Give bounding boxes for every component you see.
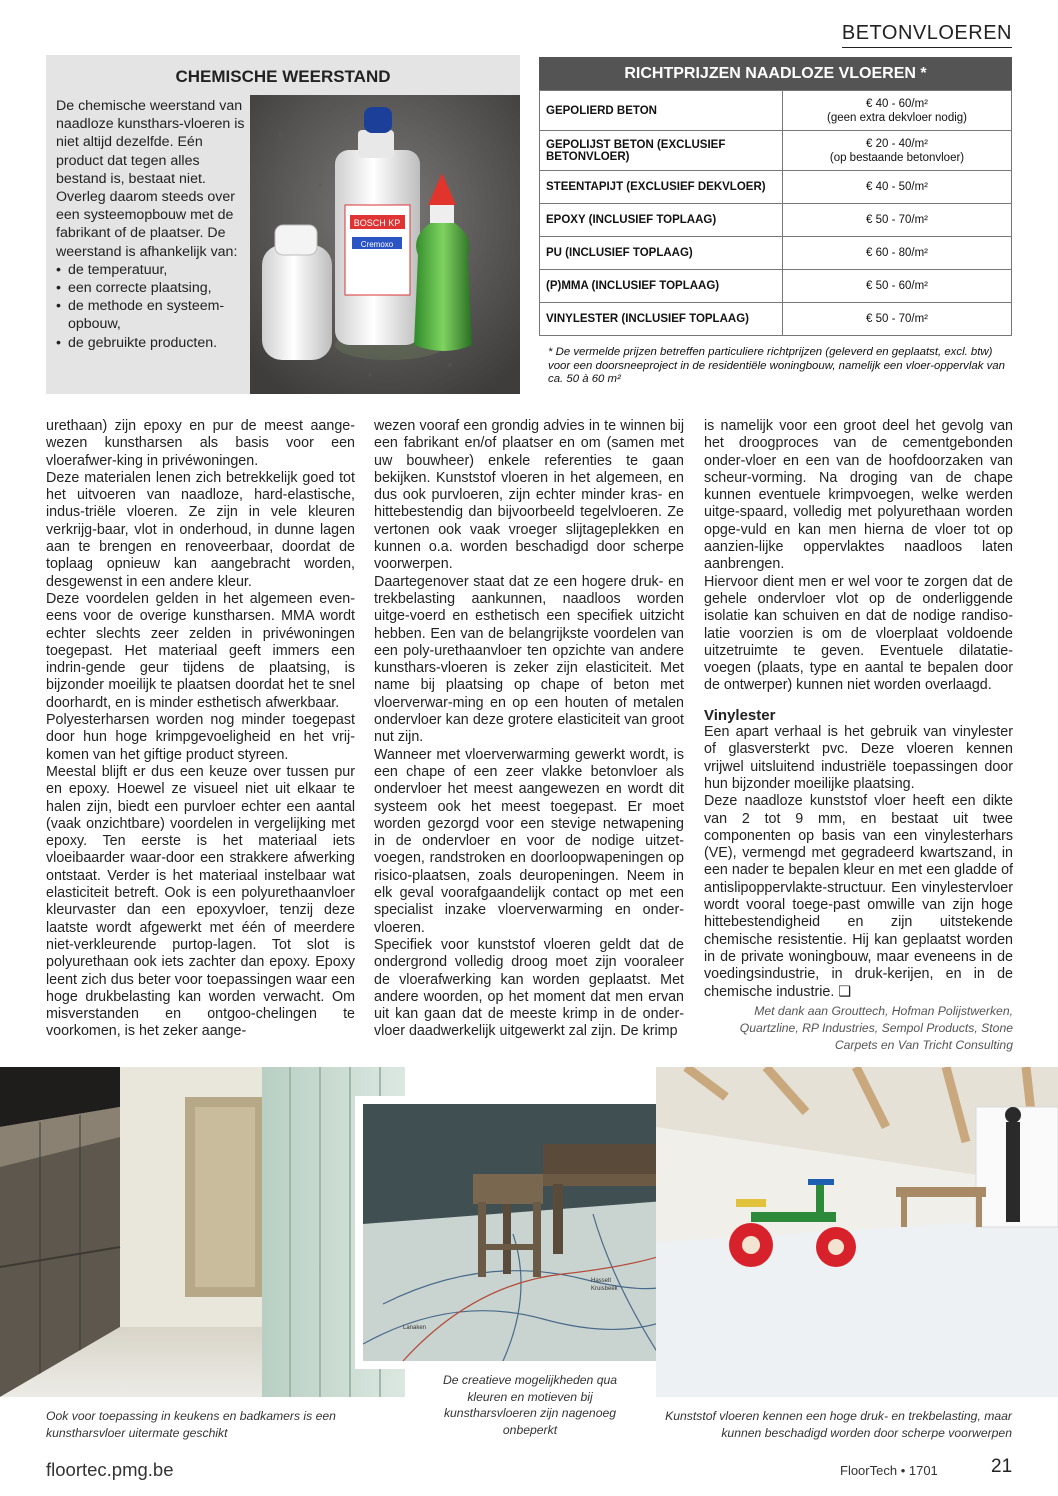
paragraph: Meestal blijft er dus een keuze over tussen pur en epoxy. Hoewel ze visueel niet uit elkaar te halen zijn, biedt een purvloer echter een aantal (vaak onzichtbare) voordelen in vergelijking met epoxy. Ten eerste is het materiaal iets vloeibaarder waar-door een strakkere afwerking ontstaat. Verder is het materiaal instelbaar wat elasticiteit betreft. Ook is een polyurethaanvloer kleurvaster dan een epoxyvloer, tenzij deze laatste wordt afgewerkt met één of meerdere niet-verkleurende purtop-lagen. Tot slot is polyurethaan ook iets zachter dan epoxy. Epoxy leent zich dus beter voor toepassingen waar een hoge drukbelasting kan worden verwacht. Om misverstanden en ontgoo-chelingen te voorkomen, is het zeker aange- <box>46 763 355 1040</box>
chemical-resistance-text <box>56 97 246 352</box>
map-label: Kruisbeek <box>591 1286 618 1292</box>
paragraph: Wanneer met vloerverwarming gewerkt wordt, is een chape of een zeer vlakke betonvloer als ondervloer het meest aangewezen en wordt dit systeem ook het meest toegepast. Er moet worden gezorgd voor een stevige netwapening in de ondervloer en voor de nodige uitzet-voegen, randstroken en doorloopwapeningen op risico-plaatsen, zoals deuropeningen. Neem in elk geval voorafgaandelijk contact op met een specialist inzake vloerverwarming en onder-vloeren. <box>374 746 684 936</box>
price-label: PU (INCLUSIEF TOPLAAG) <box>540 237 783 270</box>
map-floor-image <box>363 1104 691 1361</box>
price-amount: € 20 - 40/m² <box>866 137 928 150</box>
subheading-vinylester: Vinylester <box>704 706 776 724</box>
table-row <box>540 270 1012 303</box>
living-room-illustration <box>656 1067 1058 1397</box>
acknowledgements: Met dank aan Grouttech, Hofman Polijstwerken, Quartzline, RP Industries, Sempol Products, Stone Carpets en Van Tricht Consulting <box>739 1003 1013 1052</box>
price-remark: (geen extra dekvloer nodig) <box>827 111 967 124</box>
map-floor-illustration <box>363 1104 691 1361</box>
price-value <box>783 131 1012 171</box>
bottles-photo <box>250 95 520 394</box>
kitchen-photo <box>0 1067 405 1397</box>
price-amount: € 40 - 60/m² <box>866 97 928 110</box>
article-column-3 <box>704 418 1013 1054</box>
map-label: Hasselt <box>591 1278 612 1284</box>
price-label: GEPOLIJST BETON (EXCLUSIEF BETONVLOER) <box>540 131 783 171</box>
table-row <box>540 303 1012 336</box>
paragraph: Polyesterharsen worden nog minder toegepast door hun hoge krimpgevoeligheid en het vrij-komen van het giftige product styreen. <box>46 712 355 763</box>
article-column-1 <box>46 418 355 1041</box>
price-value: € 50 - 70/m² <box>783 303 1012 336</box>
bottle-brand-text: Cremoxo <box>360 240 394 249</box>
paragraph: is namelijk voor een groot deel het gevolg van het droogproces van de cementgebonden onder-vloer en een van de hoofdoorzaken van scheur-vorming. Na droging van de chape kunnen eventuele krimpvoegen, welke werden uitge-spaard, volledig met polyurethaan worden opge-vuld en kan men hierna de vloer tot op aanzien-lijke oppervlaktes naadloos laten aanbrengen. <box>704 418 1013 573</box>
paragraph: urethaan) zijn epoxy en pur de meest aange-wezen kunstharsen als basis voor een vloerafwer-king in privéwoningen. <box>46 418 355 469</box>
price-value: € 50 - 70/m² <box>783 204 1012 237</box>
chemical-resistance-box <box>46 55 520 394</box>
paragraph: Deze materialen lenen zich betrekkelijk goed tot het uitvoeren van naadloze, hard-elastische, indus-triële vloeren. Ze zijn in vele kleuren verkrijg-baar, vlot in onderhoud, in dunne lagen aan te brengen en renoveerbaar, doordat de toplaag opnieuw kan aangebracht worden, desgewenst in een andere kleur. <box>46 469 355 590</box>
price-value: € 50 - 60/m² <box>783 270 1012 303</box>
table-row <box>540 204 1012 237</box>
bottle-label-text: BOSCH KP <box>353 218 401 228</box>
table-row <box>540 131 1012 171</box>
article-column-2 <box>374 418 684 1041</box>
paragraph: Daartegenover staat dat ze een hogere druk- en trekbelasting aankunnen, naadloos worden uitge-voerd en esthetisch een specifiek uitzicht hebben. Een van de belangrijkste voordelen van een poly-urethaanvloer ten opzichte van andere kunsthars-vloeren is zeker zijn elasticiteit. Met name bij plaatsing op chape of beton met vloerverwar-ming en op een houten of metalen ondervloer kan deze grotere elasticiteit van groot nut zijn. <box>374 573 684 746</box>
table-row <box>540 171 1012 204</box>
price-label: (P)MMA (INCLUSIEF TOPLAAG) <box>540 270 783 303</box>
section-label: BETONVLOEREN <box>842 22 1012 48</box>
page-number: 21 <box>991 1456 1013 1477</box>
chemical-resistance-title: CHEMISCHE WEERSTAND <box>175 67 391 86</box>
chemical-resistance-list <box>56 261 246 352</box>
chemical-resistance-intro: De chemische weerstand van naadloze kunsthars-vloeren is niet altijd dezelfde. Eén product dat tegen alles bestand is, bestaat niet. Overleg daarom steeds over een systeemopbouw met de fabrikant of de plaatser. De weerstand is afhankelijk van: <box>56 98 245 260</box>
footer-magazine-issue: FloorTech • 1701 <box>840 1463 938 1478</box>
price-table-title: RICHTPRIJZEN NAADLOZE VLOEREN * <box>539 57 1012 90</box>
table-row <box>540 91 1012 131</box>
paragraph: Deze naadloze kunststof vloer heeft een dikte van 2 tot 9 mm, en bestaat uit twee componenten op basis van een vinylesterhars (VE), vermengd met gegradeerd kwartszand, in een nader te bepalen kleur en met een gladde of antislipoppervlakte-structuur. Een vinylestervloer wordt vooral toege-past omwille van zijn hoge hittebestendigheid en zijn uitstekende chemische resistentie. Hij kan geplaatst worden in de private woningbouw, maar eveneens in de voedingsindustrie, in druk-kerijen, en in de chemische industrie. ❑ <box>704 793 1013 1000</box>
caption-kitchen: Ook voor toepassing in keukens en badkamers is een kunstharsvloer uitermate geschikt <box>46 1409 336 1440</box>
price-label: GEPOLIERD BETON <box>540 91 783 131</box>
living-room-photo <box>656 1067 1058 1397</box>
price-label: VINYLESTER (INCLUSIEF TOPLAAG) <box>540 303 783 336</box>
price-value: € 60 - 80/m² <box>783 237 1012 270</box>
kitchen-illustration <box>0 1067 405 1397</box>
list-item: • de gebruikte producten. <box>56 334 246 352</box>
paragraph: Een apart verhaal is het gebruik van vinylester of glasversterkt pvc. Deze vloeren kennen vrijwel uitsluitend industriële toepassingen door hun bijzonder moeilijke plaatsing. <box>704 724 1013 792</box>
paragraph: wezen vooraf een grondig advies in te winnen bij een fabrikant en/of plaatser en om (samen met uw bouwheer) enkele referenties te gaan bekijken. Kunststof vloeren in het algemeen, en dus ook purvloeren, zijn echter minder kras- en hittebestendig dan bijvoorbeeld tegelvloeren. Ze vertonen ook vaak vroeger slijtageplekken en kunnen o.a. worden beschadigd door scherpe voorwerpen. <box>374 418 684 573</box>
caption-living-room: Kunststof vloeren kennen een hoge druk- en trekbelasting, maar kunnen beschadigd worden door scherpe voorwerpen <box>665 1409 1012 1440</box>
bottles-illustration <box>250 95 520 394</box>
list-item: • de methode en systeem-opbouw, <box>56 297 246 333</box>
price-value <box>783 91 1012 131</box>
list-item: • een correcte plaatsing, <box>56 279 246 297</box>
paragraph: Deze voordelen gelden in het algemeen even-eens voor de overige kunstharsen. MMA wordt echter slechts zeer zelden in privéwoningen toegepast. Het materiaal geeft immers een indrin-gende geur tijdens de plaatsing, is bijzonder moeilijk te plaatsen doordat het te snel doorhardt, en is minder esthetisch afwerkbaar. <box>46 590 355 711</box>
price-value: € 40 - 50/m² <box>783 171 1012 204</box>
paragraph: Hiervoor dient men er wel voor te zorgen dat de gehele ondervloer vlot op de onderliggende isolatie kan schuiven en dat de nodige randiso-latie voorzien is om de vloerplaat voldoende uitzetruimte te geven. Eventuele dilatatie-voegen (plaats, type en aantal te bepalen door de ontwerper) kunnen niet worden overlaagd. <box>704 573 1013 694</box>
footer-website-link[interactable]: floortec.pmg.be <box>46 1459 174 1480</box>
paragraph: Specifiek voor kunststof vloeren geldt dat de ondergrond volledig droog moet zijn vooraleer de vloerafwerking kan worden geplaatst. Met andere woorden, op het moment dat men ervan uit kan gaan dat de meeste krimp in de onder-vloer daadwerkelijk uitgewerkt zal zijn. De krimp <box>374 936 684 1040</box>
price-table <box>539 90 1012 336</box>
caption-map-floor: De creatieve mogelijkheden qua kleuren en motieven bij kunstharsvloeren zijn nagenoeg onbeperkt <box>442 1373 618 1437</box>
price-label: STEENTAPIJT (EXCLUSIEF DEKVLOER) <box>540 171 783 204</box>
map-label: Lanaken <box>403 1325 427 1331</box>
price-label: EPOXY (INCLUSIEF TOPLAAG) <box>540 204 783 237</box>
map-floor-photo <box>355 1096 699 1369</box>
price-remark: (op bestaande betonvloer) <box>829 151 965 164</box>
price-footnote: * De vermelde prijzen betreffen particuliere richtprijzen (geleverd en geplaatst, excl. btw) voor een doorsneeproject in de residentiële woningbouw, namelijk een vloer-oppervlak van ca. 50 à 60 m² <box>548 346 1005 385</box>
list-item: • de temperatuur, <box>56 261 246 279</box>
table-row <box>540 237 1012 270</box>
